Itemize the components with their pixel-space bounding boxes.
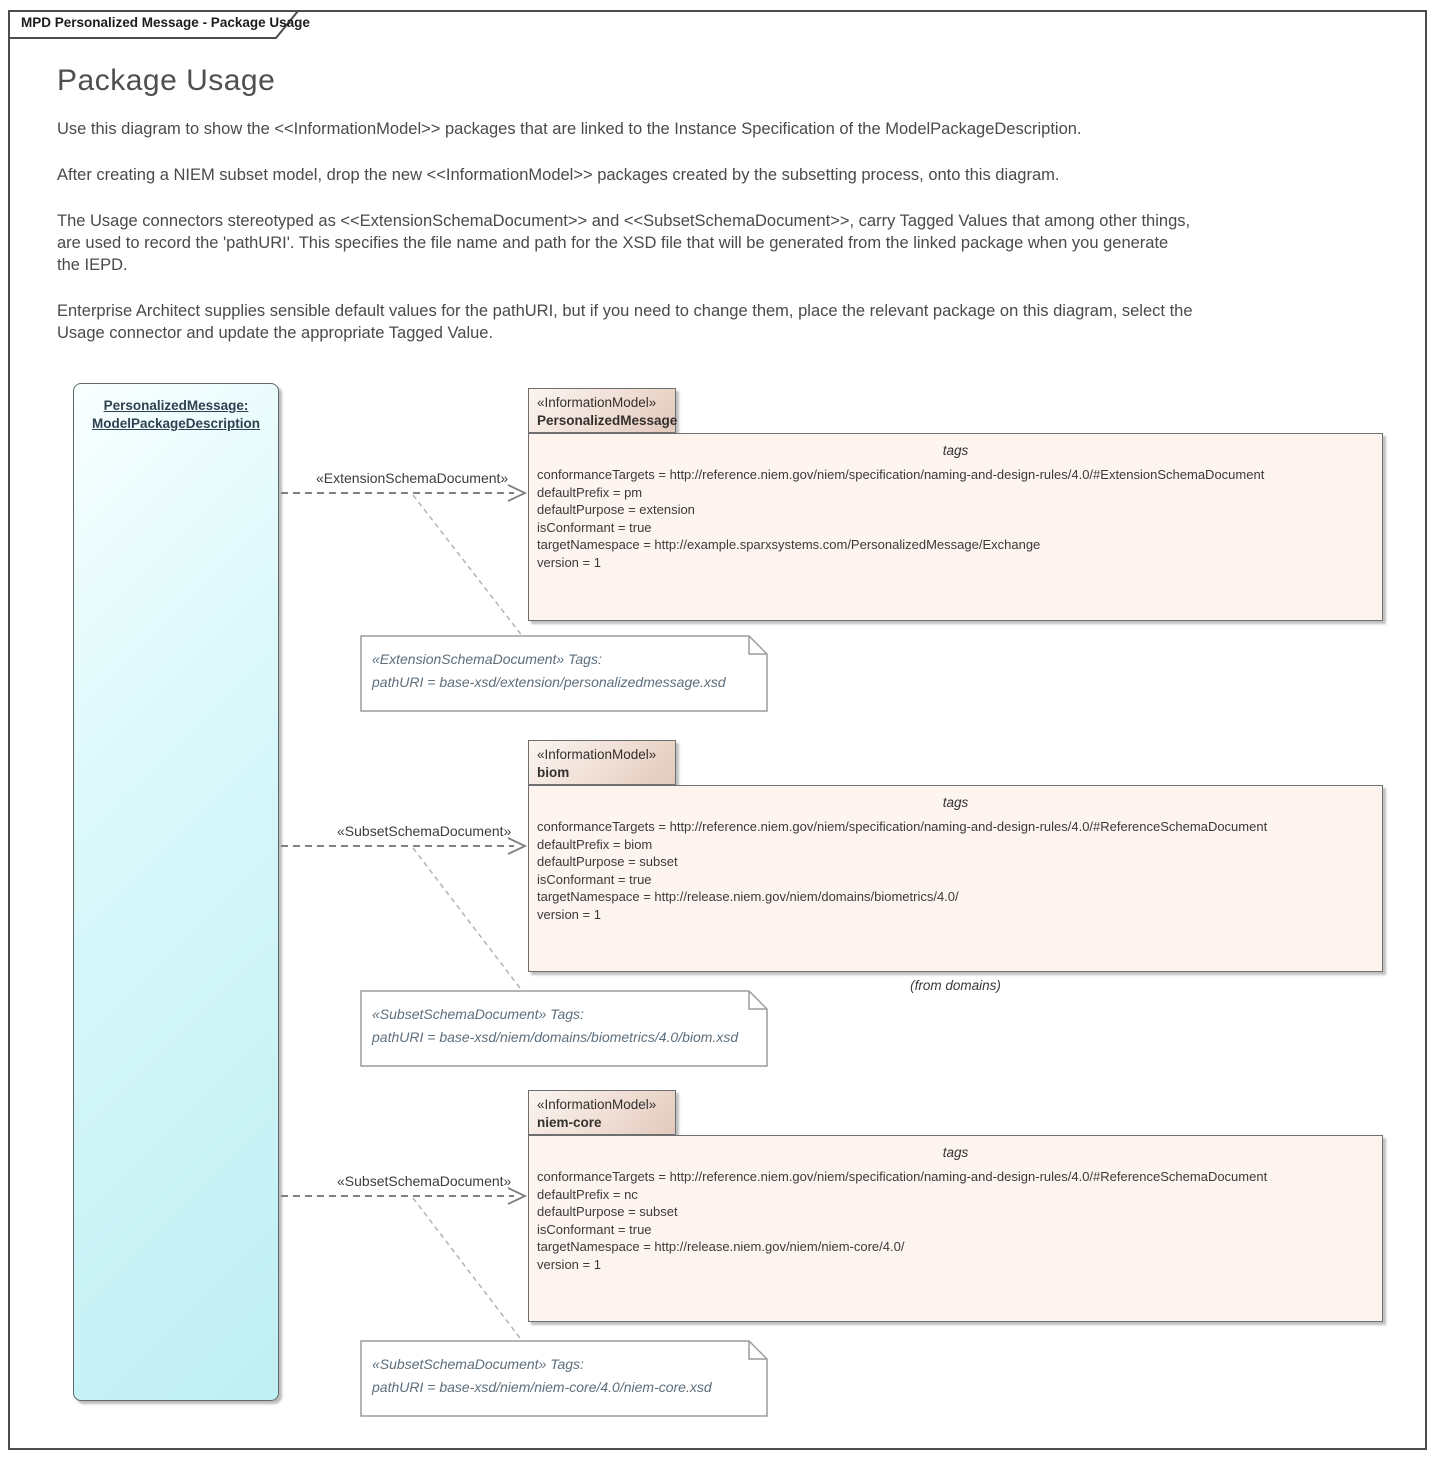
tag-version: version = 1 [537, 554, 601, 570]
package-name: niem-core [537, 1115, 602, 1130]
tags-heading: tags [942, 1145, 969, 1160]
tag-target-namespace: targetNamespace = http://example.sparxsystems.com/PersonalizedMessage/Exchange [537, 537, 1041, 552]
package-niemcore-tab[interactable] [528, 1090, 676, 1135]
package-personalizedmessage-body[interactable] [528, 433, 1383, 621]
package-name: PersonalizedMessage [537, 413, 678, 428]
diagram-frame-tab [8, 10, 310, 39]
package-stereotype: «InformationModel» [537, 1097, 657, 1112]
tags-heading: tags [942, 795, 969, 810]
tag-default-purpose: defaultPurpose = subset [537, 1204, 678, 1219]
instance-name-line1: PersonalizedMessage: [103, 398, 249, 413]
package-stereotype: «InformationModel» [537, 747, 657, 762]
frame-tab-title: MPD Personalized Message - Package Usage [21, 15, 310, 30]
tag-default-prefix: defaultPrefix = pm [537, 484, 643, 500]
intro-paragraph-2: After creating a NIEM subset model, drop the new <<InformationModel>> packages created by the subsetting process, onto this diagram. [57, 166, 1060, 184]
tag-conformance-targets: conformanceTargets = http://reference.niem.gov/niem/specification/naming-and-design-rules/4.0/#ReferenceSchemaDocument [537, 1169, 1268, 1184]
note-title: «SubsetSchemaDocument» Tags: [372, 1006, 584, 1022]
package-personalizedmessage-tab[interactable] [528, 388, 676, 433]
note-subsetschemadocument-tags-biom[interactable] [360, 990, 768, 1067]
note-title: «SubsetSchemaDocument» Tags: [372, 1356, 584, 1372]
tag-version: version = 1 [537, 1256, 601, 1272]
note-title: «ExtensionSchemaDocument» Tags: [372, 651, 602, 667]
tag-version: version = 1 [537, 906, 601, 922]
package-biom-origin-label: (from domains) [910, 978, 1001, 993]
note-pathuri: pathURI = base-xsd/extension/personalizedmessage.xsd [372, 674, 726, 690]
note-extensionschemadocument-tags[interactable] [360, 635, 768, 712]
note-pathuri: pathURI = base-xsd/niem/domains/biometrics/4.0/biom.xsd [372, 1029, 739, 1045]
tag-default-prefix: defaultPrefix = biom [537, 836, 653, 852]
note-subsetschemadocument-tags-niemcore[interactable] [360, 1340, 768, 1417]
package-name: biom [537, 765, 570, 780]
instance-model-package-description[interactable] [73, 383, 279, 1401]
tag-conformance-targets: conformanceTargets = http://reference.niem.gov/niem/specification/naming-and-design-rules/4.0/#ExtensionSchemaDocument [537, 467, 1265, 482]
tag-default-purpose: defaultPurpose = subset [537, 854, 678, 869]
tag-default-prefix: defaultPrefix = nc [537, 1186, 638, 1202]
connector-label-subsetschemadocument-1: «SubsetSchemaDocument» [337, 823, 512, 839]
intro-paragraph-4: Enterprise Architect supplies sensible default values for the pathURI, but if you need to change them, place the relevant package on this diagram, select the Usage connector and update the appropriate Tagged Value. [57, 302, 1193, 342]
tags-heading: tags [942, 443, 969, 458]
package-biom-tab[interactable] [528, 740, 676, 785]
tag-is-conformant: isConformant = true [537, 519, 652, 535]
tag-is-conformant: isConformant = true [537, 1221, 652, 1237]
intro-paragraph-3: The Usage connectors stereotyped as <<ExtensionSchemaDocument>> and <<SubsetSchemaDocument>>, carry Tagged Values that among other things, are used to record the 'pathURI'. This specifies the file name and path for the XSD file that will be generated from the linked package when you generate the IEPD. [57, 212, 1191, 274]
package-biom-body[interactable] [528, 785, 1383, 972]
tag-conformance-targets: conformanceTargets = http://reference.niem.gov/niem/specification/naming-and-design-rules/4.0/#ReferenceSchemaDocument [537, 819, 1268, 834]
connector-label-subsetschemadocument-2: «SubsetSchemaDocument» [337, 1173, 512, 1189]
package-niemcore-body[interactable] [528, 1135, 1383, 1322]
connector-label-extensionschemadocument: «ExtensionSchemaDocument» [316, 470, 509, 486]
page-title: Package Usage [57, 64, 276, 97]
intro-paragraph-1: Use this diagram to show the <<InformationModel>> packages that are linked to the Instance Specification of the ModelPackageDescription. [57, 120, 1082, 138]
tag-default-purpose: defaultPurpose = extension [537, 502, 695, 517]
tag-is-conformant: isConformant = true [537, 871, 652, 887]
note-pathuri: pathURI = base-xsd/niem/niem-core/4.0/niem-core.xsd [372, 1379, 712, 1395]
instance-name-line2: ModelPackageDescription [91, 416, 261, 431]
tag-target-namespace: targetNamespace = http://release.niem.gov/niem/niem-core/4.0/ [537, 1239, 905, 1254]
tag-target-namespace: targetNamespace = http://release.niem.gov/niem/domains/biometrics/4.0/ [537, 889, 959, 904]
package-stereotype: «InformationModel» [537, 395, 657, 410]
intro-text [57, 118, 1195, 368]
